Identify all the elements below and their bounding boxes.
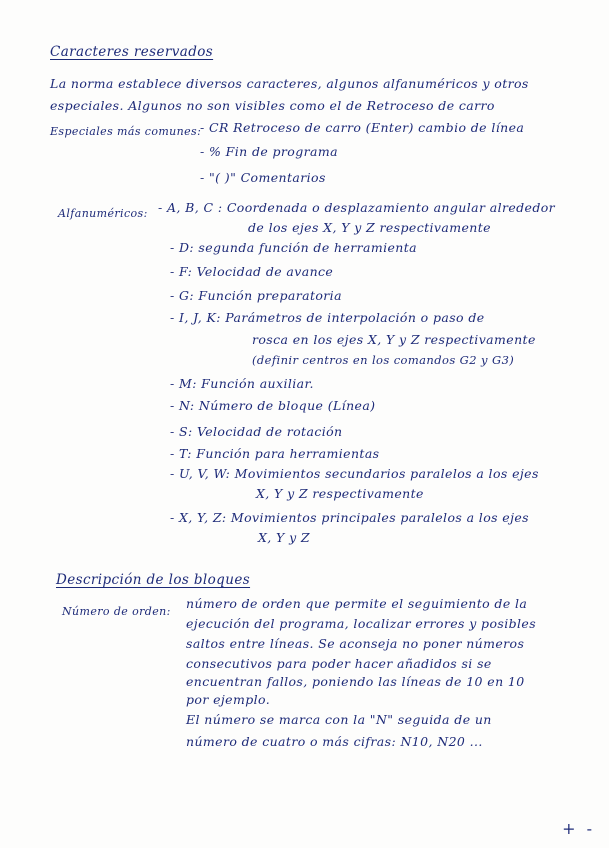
alfa-item-uvw-cont: X, Y y Z respectivamente — [256, 486, 424, 501]
alfa-item-g: - G: Función preparatoria — [170, 288, 342, 303]
especial-item-fin: - % Fin de programa — [200, 144, 338, 159]
numero-orden-label: Número de orden: — [62, 605, 171, 618]
especial-item-cr: - CR Retroceso de carro (Enter) cambio de línea — [200, 120, 525, 135]
para2-line-1: El número se marca con la "N" seguida de un — [186, 712, 492, 727]
para1-line-3: saltos entre líneas. Se aconseja no poner números — [186, 636, 525, 651]
heading-descripcion-bloques: Descripción de los bloques — [56, 572, 251, 588]
para1-line-1: número de orden que permite el seguimiento de la — [186, 596, 528, 611]
alfa-item-ijk-cont1: rosca en los ejes X, Y y Z respectivamente — [252, 332, 536, 347]
alfa-item-xyz: - X, Y, Z: Movimientos principales paralelos a los ejes — [170, 510, 529, 525]
especiales-label: Especiales más comunes: — [50, 125, 202, 138]
alfa-item-d: - D: segunda función de herramienta — [170, 240, 418, 255]
para2-line-2: número de cuatro o más cifras: N10, N20 ... — [186, 734, 483, 749]
alfa-item-abc-cont: de los ejes X, Y y Z respectivamente — [248, 220, 491, 235]
alfa-item-abc: - A, B, C : Coordenada o desplazamiento angular alrededor — [158, 200, 556, 215]
alfanumericos-label: Alfanuméricos: — [58, 207, 148, 220]
alfa-item-t: - T: Función para herramientas — [170, 446, 380, 461]
para1-line-6: por ejemplo. — [186, 692, 271, 707]
alfa-item-s: - S: Velocidad de rotación — [170, 424, 343, 439]
intro-line-2: especiales. Algunos no son visibles como el de Retroceso de carro — [50, 98, 495, 113]
para1-line-5: encuentran fallos, poniendo las líneas de 10 en 10 — [186, 674, 525, 689]
alfa-item-ijk: - I, J, K: Parámetros de interpolación o paso de — [170, 310, 485, 325]
para1-line-4: consecutivos para poder hacer añadidos si se — [186, 656, 492, 671]
alfa-item-xyz-cont: X, Y y Z — [258, 530, 310, 545]
intro-line-1: La norma establece diversos caracteres, algunos alfanuméricos y otros — [50, 76, 529, 91]
especial-item-comentarios: - "( )" Comentarios — [200, 170, 326, 185]
alfa-item-n: - N: Número de bloque (Línea) — [170, 398, 376, 413]
para1-line-2: ejecución del programa, localizar errores y posibles — [186, 616, 537, 631]
alfa-item-m: - M: Función auxiliar. — [170, 376, 314, 391]
alfa-item-uvw: - U, V, W: Movimientos secundarios paralelos a los ejes — [170, 466, 539, 481]
alfa-item-ijk-cont2: (definir centros en los comandos G2 y G3) — [252, 353, 515, 367]
corner-mark: + - — [562, 819, 595, 838]
heading-caracteres-reservados: Caracteres reservados — [50, 44, 214, 60]
alfa-item-f: - F: Velocidad de avance — [170, 264, 334, 279]
